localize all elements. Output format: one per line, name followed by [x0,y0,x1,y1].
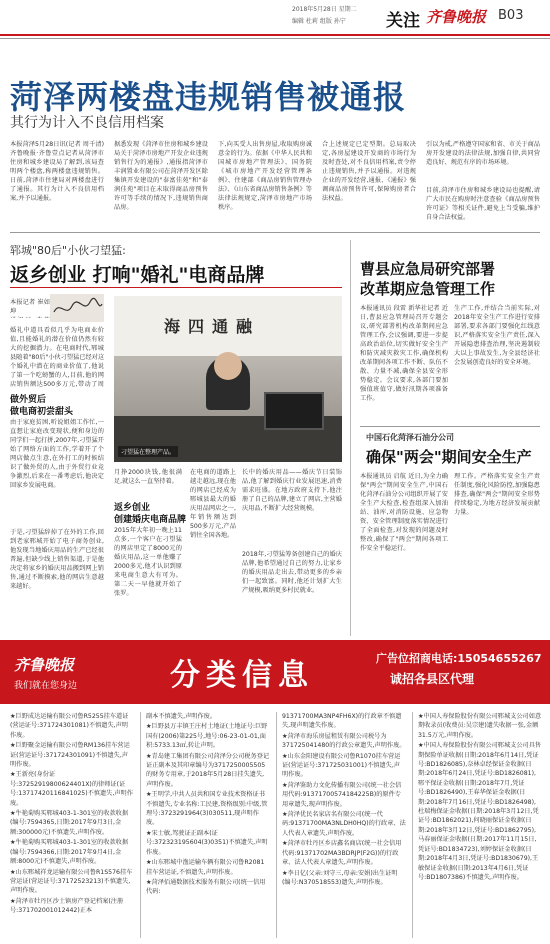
right-news2-headline: 确保"两会"期间安全生产 [366,448,532,466]
newspaper-brand: 齐鲁晚报 [426,8,487,26]
feature-body-7: 2018年,刁望猛筹备创建自己的婚庆品牌,他希望通过自己的努力,让家乡的婚庆用品走出去,带动更多的乡亲们一起致富。同时,他还计划扩大生产规模,吸纳更多村民就业。 [242,551,342,594]
classified-notice: ★菏泽佰通数据技术服务有限公司(统一信用代码: [146,878,266,896]
page-header [0,0,550,36]
feature-subhead-3: 返乡创业 [114,503,151,513]
feature-body-1: 由于家庭贫困,听说姐姐工作忙,一直想让家庭改变现状,便和身边的同学们一起打拼,2007年,刁望猛开始了网络方面的工作,学着开了个网店做点生意,在外打工的时候结识了做外贸的人,由于外贸行业竞争激烈,后来在一番考虑后,他决定回家乡发展电商。 [10,419,104,489]
classified-notice: ★菏泽市海乐房屋租赁有限公司税号为371725041480的行政公章遗失,声明作废。 [282,732,406,750]
classified-notice: ★巨野成达运输有限公司鲁R5255挂车道证(营运证号:371724301081)不慎遗失,声明作废。 [10,713,129,739]
feature-byline: 本报记者 崔如坤 [10,299,50,315]
lead-body-col1: 本报菏泽5月28日讯(记者 周千清) 齐鲁晚报·齐鲁壹点记者从菏泽市住房和城乡建设局了解到,该局查明两个楼盘,称两楼盘违规销售。日前,菏泽市住建局对两楼盘进行了通报。其行为计入不良信用档案,并予以通报。 [10,141,104,202]
feature-subhead-1: 做外贸后 [10,395,47,405]
classified-notice: ★王新亮(身份证号:37252919800624401X)的律师证(证号:13717420116841025)不慎遗失,声明作废。 [10,771,133,807]
classified-notice: 副本不慎遗失,声明作废。 [146,713,217,720]
section-name: 关注 [386,11,420,31]
right-divider [360,426,540,427]
photo-caption: 刁望猛在整理产品。 [118,446,178,457]
lead-body-col5: 引以为戒,严格遵守国家和省、市关于商品房开发建设的法律法规,加强自律,共同营造良好、规范有序的市场环境。 [426,141,540,166]
lead-subheadline: 其行为计入不良信用档案 [10,115,164,131]
classified-recruit: 诚招各县区代理 [390,672,475,686]
feature-rule [10,287,342,288]
feature-kicker: 郓城"80后"小伙刁望猛: [10,244,126,257]
lead-body-col6: 目前,菏泽市住房和城乡建设局也提醒,请广大市民在购房时注意查验《商品房预售许可证》等相关证件,避免上当受骗,维护自身合法权益。 [426,187,540,221]
feature-body-6: 长中的婚庆用品——婚庆节日装饰品,他了解到婚庆行业发展迅速,消费需求旺盛。在地方政府支持下,他注册了自己的品牌,建立了网店,主营婚庆用品,不断扩大经营规模。 [242,469,342,512]
classified-notice: ★青岛建工集团有限公司菏泽分公司税务登记证正副本及其印章编号为3717250005505的财务专用章,于2018年5月28日挂失遗失,声明作废。 [146,752,270,788]
classified-notice: ★宋士敏,驾驶证正副本(证号:372323195604(3)0351)不慎遗失,声明作废。 [146,829,268,856]
classified-col-4 [418,712,542,938]
photo-calligraphy: 海四通融 [164,317,261,336]
right-news2-body-2: 理工作。严格落实安全生产责任制度,强化风险防控,加强隐患排查,确保"两会"期间安全形势持续稳定,为地方经济发展贡献力量。 [454,473,540,516]
lead-headline: 菏泽两楼盘违规销售被通报 [10,78,407,116]
right-news2-body-1: 本报通讯员 启航 近日,为全力确保"两会"期间安全生产,中国石化菏泽石油分公司组织开展了安全生产大检查,检查组深入加油站、油库,对消防设施、应急物资、安全管理制度落实情况进行了全面检查,对发现的问题及时整改,确保了"两会"期间各项工作安全平稳运行。 [360,473,448,552]
feature-photo [114,296,342,462]
classified-logo: 齐鲁晚报 [14,656,75,674]
lead-body-col4: 合上述规定已定型期。总局取决定,各房屋建设开发商的市场行为及时查处,对不良信用档案,责令停止违规销售,并予以通报。对违规企业的开发经营,通报、《通报》强调商品房预售许可,保障购房者合法权益。 [322,141,416,202]
classified-divider-2 [276,712,277,938]
monitor [264,392,324,430]
classified-notice: ★菏泽市牡丹区沙土镇房产登记档案(注册号:371702001012442)正本 [10,897,124,915]
classified-col-1 [10,712,134,938]
right-news2-kicker: 中国石化菏泽石油分公司 [366,433,454,442]
signature-stamp [50,294,104,322]
classified-divider-3 [412,712,413,938]
feature-subhead-4: 创建婚庆电商品牌 [114,515,187,525]
classified-phone: 广告位招商电话:15054655267 [376,652,542,665]
classified-notice: ★李日亿(父亲:刘守三,母亲:安娟)出生证明(编号:N370518553)遗失,声明作废。 [282,869,398,886]
page-number: B03 [498,8,524,23]
classified-notice: ★山东金阳建设有限公司鲁R1070挂车营运证(营运证号:371725031001)不慎遗失,声明作废。 [282,752,401,779]
classified-notice: ★牛艳菊购买郓城403-1-301室的收款收据(编号:7594365,日期:2017年9月3日,金额:300000元)不慎遗失,声明作废。 [10,810,129,836]
feature-body-3: 月挣2000块钱,他很满足,就这么一直坚持着。 [114,469,182,485]
issue-date: 2018年5月28日 星期二 [292,6,357,13]
classified-notice: ★中国人寿保险股份有限公司郓城支公司具售期保险单证收据(日期:2018年6月14日,凭证号:BD1826085),奈林卓经保证金收据(日期:2018年6月24日,凭证号:BD1826081),郓平保证金收据(日期:2018年7月,凭证号:BD1826490),王春华保证金收据(日期:2018年7月16日,凭证号:BD1826498),杜瑞梅保证金收据(日期:2018年3月12日,凭证号:BD1862021),何晓丽保证金收据(日期:2018年3月12日,凭证号:BD1862795),马春丽保证金收据(日期:2017年11月15日,凭证号:BD1834723),刘婷保证金收据(日期:2018年4月3日,凭证号:BD1830679),王敏保证金收据(日期:2013年4月6日,凭证号:BD1807386)不慎遗失,声明作废。 [418,742,542,881]
feature-subhead-2: 做电商初尝甜头 [10,407,74,417]
classified-notice: ★菏泽鉴助力文化传播有限公司(统一社会信用代码:91371700574184225B)的原件专用章遗失,现声明作废。 [282,781,402,808]
section-divider [10,232,540,233]
classified-notice: ★中国人寿保险股份有限公司郓城支公司如意期收录员(收费员:吴宗建)遗失收据一张,金额31.5万元,声明作废。 [418,713,542,739]
classified-notice: ★菏泽市牡丹区乡店鑫名商店(统一社会信用代码:91371702MA3BDRJP(F2G))的行政章、法人代表人章遗失,声明作废。 [282,840,402,867]
signature-scribble-icon [50,294,104,322]
classified-notice: ★菏泽优民名家店名有限公司(统一代码:91371700MA3NLDH0HQ)的行政章、法人代表人章遗失,声明作废。 [282,811,406,837]
classified-notice: ★巨野聚金运输有限公司鲁RM136挂车营运证(营运证号:371724301091)不慎遗失,声明作废。 [10,742,130,769]
feature-body-4: 2015年大年初一晚上11点多,一个客户在刁望猛的网店里定了8000元的婚庆用品,这一单他赚了2000多元,他才认识到原来电商生意大有可为。第二天一早他就开始了张罗。 [114,527,182,597]
right-news1-headline-1: 曹县应急局研究部署 [360,260,496,278]
header-rule-thin [0,38,550,39]
classified-notice: ★牛艳菊购买郓城403-1-301室的收款收据(编号:7594366,日期:2017年9月4日,金额:8000元)不慎遗失,声明作废。 [10,839,129,866]
lead-body-col2: 据悉发现《菏泽市住房和城乡建设局关于菏泽市房地产开发企业违规销售行为的通报》,通报指菏泽市丰润置业有限公司在菏泽开发区除集镇开发建设的"泰富佳苑"和"泰润佳苑"项目在未取得商品房预售许可等手续的情况下,违规销售商品房。 [114,141,208,211]
feature-body-2: 于是,刁望猛辞掉了在外的工作,回到老家郓城开始了电子商务创业,他发现当地婚庆用品的生产已经很普遍,但缺少线上销售渠道,于是他决定将家乡的婚庆用品搬到网上销售,通过不断摸索,他的网店生意越来越好。 [10,529,104,590]
classified-slogan: 我们就在您身边 [14,681,78,691]
editors-line: 编辑 杜莉 组版 孙宁 [292,18,346,25]
right-news1-body-1: 本报通讯员 段雷 新华社记者 近日,曹县应急管理局召开专题会议,研究部署机构改革期间应急管理工作,会议强调,要进一步提高政治站位,切实做好安全生产和防灾减灾救灾工作,确保机构改革期间各项工作不断、队伍不散、力量不减,确保全县安全形势稳定。会议要求,各部门要加强值班值守,做好汛期各项准备工作。 [360,305,448,402]
classified-col-3 [282,712,406,938]
header-rule [0,34,550,36]
classified-notice: ★山东郓城祥龙运输有限公司鲁R1S576挂车营运证(营运证号:37172523213)不慎遗失,声明作废。 [10,868,133,895]
lead-body-col3: 下,向买受人出售房屋,收取购房诚意金的行为。依据《中华人民共和国城市房地产管理法》、国务院《城市房地产开发经营管理条例》、住建部《商品房销售管理办法》、《山东省商品房销售条例》等法律法规规定,菏泽市房地产市场秩序。 [218,141,312,211]
classified-title: 分类信息 [170,658,314,693]
right-news1-body-2: 生产工作,并结合当前实际,对2018年安全生产工作进行安排部署,要求各部门要强化红线意识,严格落实安全生产责任,深入开展隐患排查治理,坚决遏制较大以上事故发生,为全县经济社会发展创造良好的安全环境。 [454,305,540,366]
classified-notice: ★王明学,中共人员共和国专业技术资格证书不慎遗失,专业名称:工民建,资格级别:中级,管理号:3723291964(3)030511,现声明作废。 [146,791,268,827]
right-news1-headline-2: 改革期应急管理工作 [360,280,496,298]
person-face [214,352,242,380]
feature-body-5: 在电商的道路上越走越远,现在他的网店已经成为郓城县最大的婚庆用品网店之一,年销售额达到500多万元,产品销往全国各地。 [190,469,236,539]
classified-col-2 [146,712,270,938]
classified-notice: 91371700MA3NP4FH6X)的行政章不慎遗失,现声明遗失作废。 [282,713,402,730]
classified-notice: ★山东郓城中渔运输车辆有限公司鲁R2081挂车营运证,不慎遗失,声明作废。 [146,859,265,876]
classified-notice: ★巨野县万丰镇王庄村土地证(土地证号:巨野国有(2006)第225号,地号:06-23-01-01,面积:5733.13㎡,转让声明。 [146,723,268,750]
feature-headline: 返乡创业 打响"婚礼"电商品牌 [10,264,265,286]
feature-intro: 婚礼中道具看似几乎为电商业价值,且能婚礼的潜在价值仍然有较大的挖掘潜力。在电商时代,郓城县随着"80后"小伙刁望猛已经对这个婚礼中潜在的商业价值了,他说了第一个吃螃蟹的人,目前,他的网店销售额达500多万元,带动了周 [10,327,104,388]
column-divider [350,240,351,636]
classified-divider-1 [140,712,141,938]
